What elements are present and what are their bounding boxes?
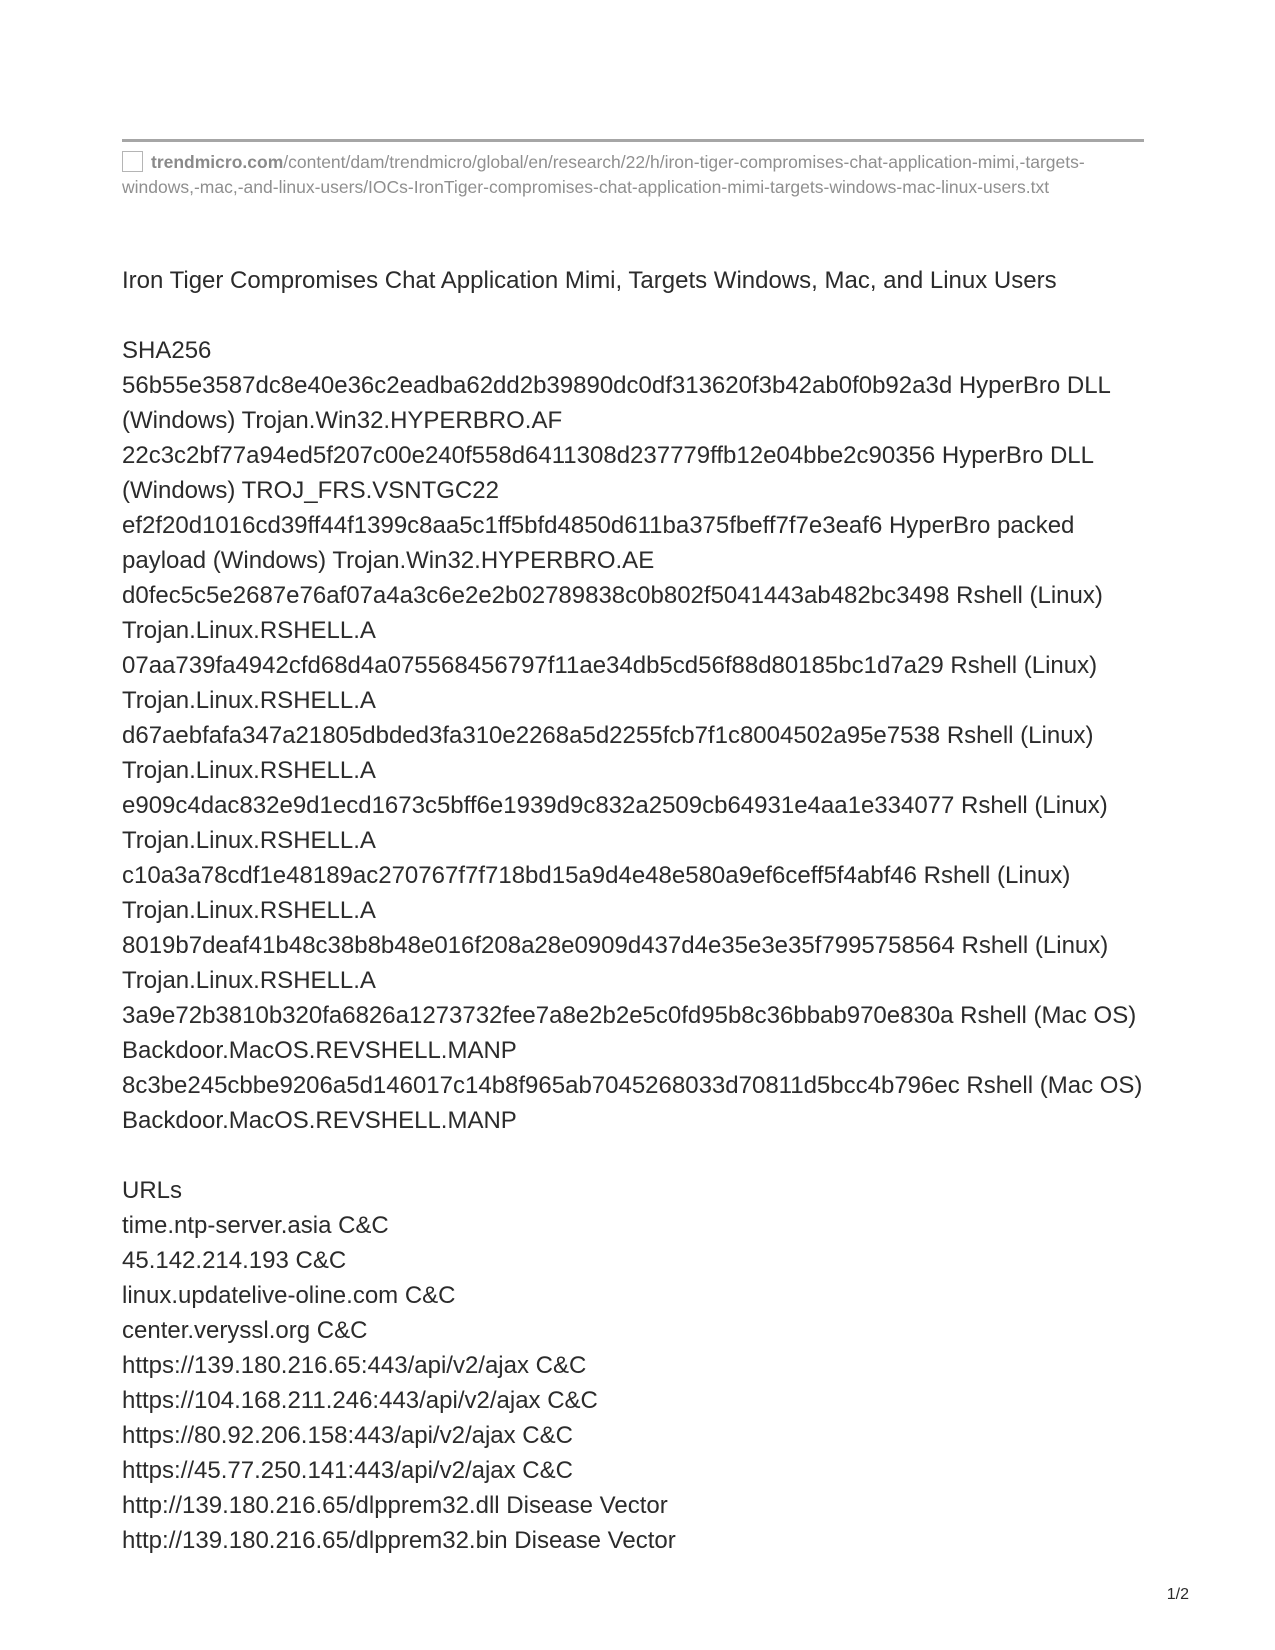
url-entry: https://45.77.250.141:443/api/v2/ajax C&C [122, 1457, 573, 1484]
sha-entry: 3a9e72b3810b320fa6826a1273732fee7a8e2b2e5c0fd95b8c36bbab970e830a Rshell (Mac OS) Backdoor.MacOS.REVSHELL.MANP [122, 1002, 1137, 1064]
document-title: Iron Tiger Compromises Chat Application Mimi, Targets Windows, Mac, and Linux Users [122, 267, 1057, 294]
spacer [122, 1138, 1152, 1173]
sha-entry: d0fec5c5e2687e76af07a4a3c6e2e2b02789838c0b802f5041443ab482bc3498 Rshell (Linux) Trojan.Linux.RSHELL.A [122, 582, 1103, 644]
sha-entry: ef2f20d1016cd39ff44f1399c8aa5c1ff5bfd4850d611ba375fbeff7f7e3eaf6 HyperBro packed payload (Windows) Trojan.Win32.HYPERBRO.AE [122, 512, 1075, 574]
source-path: /content/dam/trendmicro/global/en/research/22/h/iron-tiger-compromises-chat-application-mimi,-targets-windows,-mac,-and-linux-users/IOCs-IronTiger-compromises-chat-application-mimi-targets-windows-mac-linux-users.txt [122, 152, 1085, 197]
url-list [122, 1208, 1152, 1558]
url-entry: center.veryssl.org C&C [122, 1317, 368, 1344]
sha-entry: 56b55e3587dc8e40e36c2eadba62dd2b39890dc0df313620f3b42ab0f0b92a3d HyperBro DLL (Windows) Trojan.Win32.HYPERBRO.AF [122, 372, 1111, 434]
sha-entry: c10a3a78cdf1e48189ac270767f7f718bd15a9d4e48e580a9ef6ceff5f4abf46 Rshell (Linux) Trojan.Linux.RSHELL.A [122, 862, 1071, 924]
spacer [122, 298, 1152, 333]
url-entry: 45.142.214.193 C&C [122, 1247, 347, 1274]
url-entry: https://139.180.216.65:443/api/v2/ajax C&C [122, 1352, 587, 1379]
url-entry: http://139.180.216.65/dlpprem32.dll Disease Vector [122, 1492, 668, 1519]
sha-entry: 07aa739fa4942cfd68d4a075568456797f11ae34db5cd56f88d80185bc1d7a29 Rshell (Linux) Trojan.Linux.RSHELL.A [122, 652, 1098, 714]
checkbox-icon[interactable] [122, 151, 143, 172]
source-domain: trendmicro.com [151, 152, 284, 172]
url-entry: time.ntp-server.asia C&C [122, 1212, 389, 1239]
sha-entry: e909c4dac832e9d1ecd1673c5bff6e1939d9c832a2509cb64931e4aa1e334077 Rshell (Linux) Trojan.Linux.RSHELL.A [122, 792, 1108, 854]
sha-heading: SHA256 [122, 337, 212, 364]
sha-entry: 22c3c2bf77a94ed5f207c00e240f558d6411308d237779ffb12e04bbe2c90356 HyperBro DLL (Windows) TROJ_FRS.VSNTGC22 [122, 442, 1094, 504]
url-entry: linux.updatelive-oline.com C&C [122, 1282, 456, 1309]
sha-list [122, 368, 1152, 1138]
urls-heading: URLs [122, 1177, 183, 1204]
top-divider [122, 139, 1144, 142]
document-content [122, 263, 1152, 1558]
sha-entry: 8019b7deaf41b48c38b8b48e016f208a28e0909d437d4e35e3e35f7995758564 Rshell (Linux) Trojan.Linux.RSHELL.A [122, 932, 1109, 994]
url-entry: https://104.168.211.246:443/api/v2/ajax C&C [122, 1387, 598, 1414]
source-url[interactable] [122, 150, 1132, 199]
sha-entry: d67aebfafa347a21805dbded3fa310e2268a5d2255fcb7f1c8004502a95e7538 Rshell (Linux) Trojan.Linux.RSHELL.A [122, 722, 1094, 784]
url-entry: http://139.180.216.65/dlpprem32.bin Disease Vector [122, 1527, 676, 1554]
url-entry: https://80.92.206.158:443/api/v2/ajax C&C [122, 1422, 573, 1449]
page-number: 1/2 [1166, 1586, 1189, 1603]
sha-entry: 8c3be245cbbe9206a5d146017c14b8f965ab7045268033d70811d5bcc4b796ec Rshell (Mac OS) Backdoor.MacOS.REVSHELL.MANP [122, 1072, 1143, 1134]
